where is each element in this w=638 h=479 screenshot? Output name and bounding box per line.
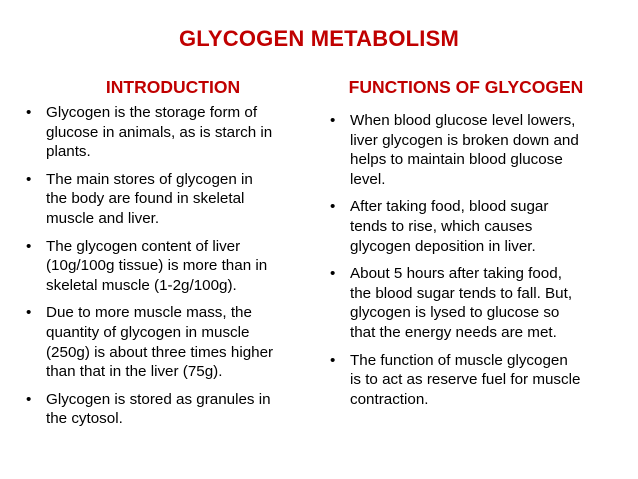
slide-title: GLYCOGEN METABOLISM [178,26,460,51]
introduction-heading: INTRODUCTION [105,77,241,97]
list-item-text: The glycogen content of liver (10g/100g tissue) is more than in skeletal muscle (1-2g/100g). [46,237,268,294]
bullet-icon: • [26,104,32,121]
list-item [22,237,312,296]
bullet-icon: • [26,304,32,322]
bullet-icon: • [330,351,336,369]
bullet-icon: • [26,390,32,408]
list-item [22,103,312,162]
list-item-text: The function of muscle glycogen is to act as reserve fuel for muscle contraction. [350,351,581,408]
list-item-text: About 5 hours after taking food, the blood sugar tends to fall. But, glycogen is lysed to glucose so that the energy needs are met. [350,265,573,341]
list-item [326,351,616,410]
list-item-text: Glycogen is stored as granules in the cytosol. [46,390,271,428]
list-item-text: When blood glucose level lowers, liver glycogen is broken down and helps to maintain blood glucose level. [350,112,579,188]
list-item [22,303,312,381]
list-item [326,111,616,189]
bullet-icon: • [330,198,336,216]
list-item-text: Glycogen is the storage form of glucose in animals, as is starch in plants. [46,104,273,161]
functions-list [326,111,616,417]
functions-heading: FUNCTIONS OF GLYCOGEN [348,77,584,97]
bullet-icon: • [330,112,336,129]
list-item [326,264,616,342]
list-item-text: Due to more muscle mass, the quantity of glycogen in muscle (250g) is about three times higher than that in the liver (75g). [46,304,274,381]
list-item [22,390,312,429]
bullet-icon: • [330,265,336,283]
list-item [22,170,312,229]
list-item [326,197,616,256]
introduction-list [22,103,312,437]
bullet-icon: • [26,237,32,255]
list-item-text: The main stores of glycogen in the body are found in skeletal muscle and liver. [46,170,253,227]
list-item-text: After taking food, blood sugar tends to rise, which causes glycogen deposition in liver. [350,198,549,255]
bullet-icon: • [26,170,32,188]
